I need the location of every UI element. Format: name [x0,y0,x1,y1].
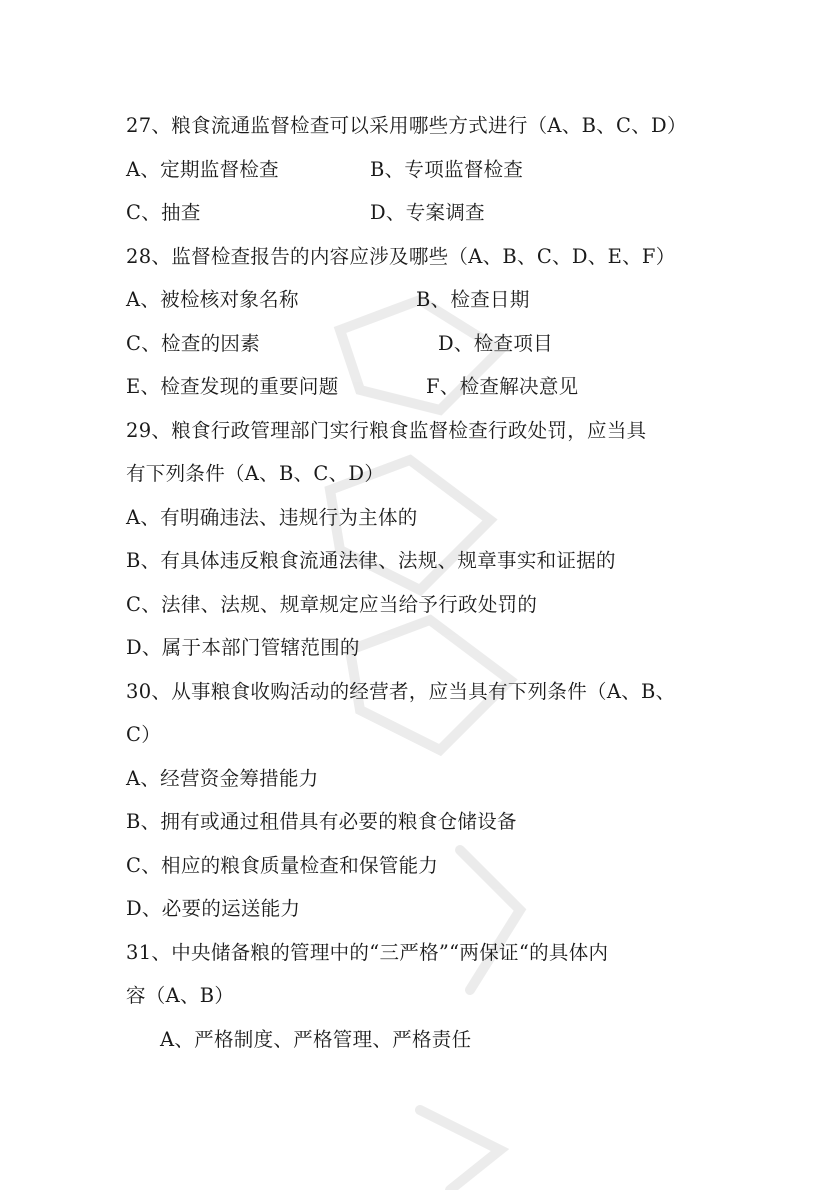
question-30-option-c: C、相应的粮食质量检查和保管能力 [126,853,439,877]
question-28-option-e: E、检查发现的重要问题 [126,375,339,398]
question-29-option-c: C、法律、法规、规章规定应当给予行政处罚的 [126,592,538,616]
question-28-options-row-1 [126,278,716,322]
question-28-option-a: A、被检核对象名称 [126,288,299,311]
question-31-option-a: A、严格制度、严格管理、严格责任 [160,1027,472,1051]
question-30-stem-line-2: C） [126,723,162,746]
question-31-stem-line-2: 容（A、B） [126,984,235,1007]
question-30-option-a: A、经营资金筹措能力 [126,766,319,790]
question-27-option-b: B、专项监督检查 [370,157,524,181]
question-28-option-f: F、检查解决意见 [426,375,579,398]
question-29-option-a: A、有明确违法、违规行为主体的 [126,505,418,529]
question-30-stem-line-1: 30、从事粮食收购活动的经营者，应当具有下列条件（A、B、 [126,679,676,703]
question-27-options-row-1 [126,148,716,192]
question-27-option-c: C、抽查 [126,201,201,224]
question-31-stem-line-1: 31、中央储备粮的管理中的“三严格”“两保证“的具体内 [126,940,609,964]
question-30-option-b: B、拥有或通过租借具有必要的粮食仓储设备 [126,810,517,833]
question-28-option-b: B、检查日期 [416,288,530,311]
question-28-option-c: C、检查的因素 [126,331,261,355]
question-30-option-d: D、必要的运送能力 [126,897,301,920]
question-27-option-a: A、定期监督检查 [126,157,279,181]
question-28-stem: 28、监督检查报告的内容应涉及哪些（A、B、C、D、E、F） [126,244,676,268]
question-28-options-row-3 [126,365,716,409]
question-28-options-row-2 [126,322,716,366]
question-29-option-d: D、属于本部门管辖范围的 [126,636,360,659]
question-27-options-row-2 [126,191,716,235]
question-29-stem-line-2: 有下列条件（A、B、C、D） [126,462,385,485]
question-27-option-d: D、专案调查 [370,201,485,224]
question-27-stem: 27、粮食流通监督检查可以采用哪些方式进行（A、B、C、D） [126,114,687,137]
question-28-option-d: D、检查项目 [438,331,553,355]
question-29-stem-line-1: 29、粮食行政管理部门实行粮食监督检查行政处罚，应当具 [126,418,647,442]
question-content [126,104,716,1061]
question-29-option-b: B、有具体违反粮食流通法律、法规、规章事实和证据的 [126,549,616,572]
